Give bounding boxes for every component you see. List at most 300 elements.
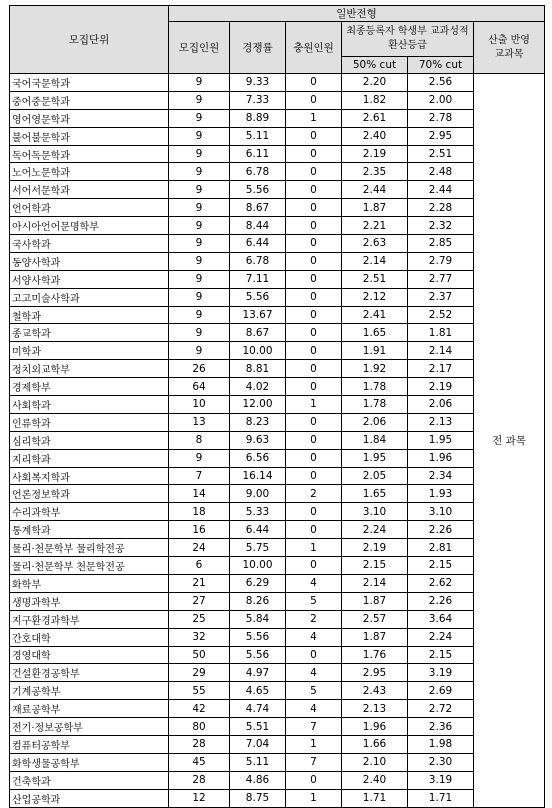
table-row (10, 91, 545, 109)
row-cut70: 2.95 (408, 127, 474, 145)
row-cut50: 2.14 (342, 574, 408, 592)
row-recruit: 10 (169, 396, 230, 414)
row-recruit: 50 (169, 646, 230, 664)
table-row (10, 700, 545, 718)
row-recruit: 9 (169, 74, 230, 92)
row-cut50: 1.96 (342, 718, 408, 736)
row-unit-name: 기계공학부 (10, 682, 169, 700)
row-recruit: 21 (169, 574, 230, 592)
header-group: 일반전형 (169, 6, 545, 22)
row-competition: 12.00 (230, 396, 286, 414)
row-unit-name: 경영대학 (10, 646, 169, 664)
row-recruit: 45 (169, 753, 230, 771)
table-row (10, 127, 545, 145)
row-cut70: 2.28 (408, 199, 474, 217)
row-competition: 5.51 (230, 718, 286, 736)
row-additional: 5 (286, 592, 342, 610)
row-unit-name: 동양사학과 (10, 252, 169, 270)
row-cut70: 2.69 (408, 682, 474, 700)
row-recruit: 9 (169, 91, 230, 109)
row-unit-name: 화학생물공학부 (10, 753, 169, 771)
row-cut50: 1.65 (342, 485, 408, 503)
row-cut70: 2.26 (408, 592, 474, 610)
row-unit-name: 물리·천문학부 천문학전공 (10, 557, 169, 575)
row-cut50: 2.43 (342, 682, 408, 700)
row-competition: 5.84 (230, 610, 286, 628)
table-row (10, 771, 545, 789)
row-additional: 0 (286, 503, 342, 521)
row-competition: 8.89 (230, 109, 286, 127)
row-cut70: 2.26 (408, 521, 474, 539)
row-additional: 0 (286, 270, 342, 288)
row-unit-name: 컴퓨터공학부 (10, 735, 169, 753)
table-row (10, 109, 545, 127)
header-cut70: 70% cut (408, 57, 474, 74)
row-cut70: 2.48 (408, 163, 474, 181)
table-row (10, 396, 545, 414)
row-competition: 8.44 (230, 217, 286, 235)
row-recruit: 14 (169, 485, 230, 503)
row-additional: 0 (286, 163, 342, 181)
row-unit-name: 불어불문학과 (10, 127, 169, 145)
table-row (10, 521, 545, 539)
row-additional: 0 (286, 324, 342, 342)
row-recruit: 9 (169, 217, 230, 235)
row-cut70: 1.81 (408, 324, 474, 342)
row-competition: 5.33 (230, 503, 286, 521)
row-competition: 16.14 (230, 467, 286, 485)
row-additional: 0 (286, 467, 342, 485)
row-additional: 0 (286, 74, 342, 92)
row-cut50: 1.76 (342, 646, 408, 664)
row-cut70: 2.06 (408, 396, 474, 414)
row-additional: 0 (286, 521, 342, 539)
row-cut50: 1.95 (342, 449, 408, 467)
row-unit-name: 언어학과 (10, 199, 169, 217)
row-cut50: 1.87 (342, 628, 408, 646)
row-additional: 0 (286, 288, 342, 306)
row-recruit: 9 (169, 324, 230, 342)
header-unit: 모집단위 (10, 6, 169, 74)
row-unit-name: 고고미술사학과 (10, 288, 169, 306)
row-unit-name: 간호대학 (10, 628, 169, 646)
row-cut70: 2.30 (408, 753, 474, 771)
row-cut50: 1.78 (342, 396, 408, 414)
row-recruit: 24 (169, 539, 230, 557)
row-cut50: 2.05 (342, 467, 408, 485)
row-additional: 0 (286, 217, 342, 235)
row-unit-name: 종교학과 (10, 324, 169, 342)
row-cut70: 2.44 (408, 181, 474, 199)
row-unit-name: 심리학과 (10, 431, 169, 449)
table-row (10, 306, 545, 324)
row-competition: 5.56 (230, 288, 286, 306)
table-row (10, 288, 545, 306)
row-recruit: 9 (169, 181, 230, 199)
row-additional: 1 (286, 109, 342, 127)
row-cut50: 2.57 (342, 610, 408, 628)
row-competition: 4.97 (230, 664, 286, 682)
row-cut50: 2.19 (342, 145, 408, 163)
row-unit-name: 지구환경과학부 (10, 610, 169, 628)
row-unit-name: 노어노문학과 (10, 163, 169, 181)
row-cut50: 2.40 (342, 127, 408, 145)
row-cut50: 2.13 (342, 700, 408, 718)
row-cut70: 1.93 (408, 485, 474, 503)
row-additional: 0 (286, 413, 342, 431)
row-cut70: 2.81 (408, 539, 474, 557)
subject-value: 전 과목 (474, 74, 545, 808)
row-recruit: 8 (169, 431, 230, 449)
table-row (10, 592, 545, 610)
row-cut50: 2.21 (342, 217, 408, 235)
table-row (10, 682, 545, 700)
row-cut50: 1.84 (342, 431, 408, 449)
table-row (10, 413, 545, 431)
row-cut70: 2.52 (408, 306, 474, 324)
header-cut50: 50% cut (342, 57, 408, 74)
row-cut50: 2.63 (342, 235, 408, 253)
row-cut50: 1.71 (342, 789, 408, 807)
row-recruit: 28 (169, 771, 230, 789)
row-competition: 6.44 (230, 521, 286, 539)
row-cut50: 2.35 (342, 163, 408, 181)
header-recruit: 모집인원 (169, 22, 230, 74)
row-additional: 0 (286, 557, 342, 575)
table-row (10, 646, 545, 664)
row-cut50: 2.20 (342, 74, 408, 92)
header-subject (474, 22, 545, 74)
row-cut50: 1.66 (342, 735, 408, 753)
row-additional: 0 (286, 306, 342, 324)
row-cut70: 1.71 (408, 789, 474, 807)
table-row (10, 163, 545, 181)
row-competition: 9.63 (230, 431, 286, 449)
row-unit-name: 아시아언어문명학부 (10, 217, 169, 235)
row-competition: 5.56 (230, 628, 286, 646)
header-grade-line1: 최종등록자 학생부 교과성적 (346, 26, 469, 37)
row-recruit: 80 (169, 718, 230, 736)
row-cut50: 1.92 (342, 360, 408, 378)
row-recruit: 28 (169, 735, 230, 753)
row-recruit: 9 (169, 163, 230, 181)
row-cut70: 2.14 (408, 342, 474, 360)
row-additional: 0 (286, 127, 342, 145)
row-unit-name: 건축학과 (10, 771, 169, 789)
row-cut70: 3.64 (408, 610, 474, 628)
row-recruit: 9 (169, 270, 230, 288)
row-cut70: 3.19 (408, 771, 474, 789)
table-row (10, 181, 545, 199)
row-cut50: 1.87 (342, 199, 408, 217)
row-recruit: 9 (169, 199, 230, 217)
table-row (10, 360, 545, 378)
row-additional: 0 (286, 360, 342, 378)
row-cut50: 2.61 (342, 109, 408, 127)
row-additional: 4 (286, 700, 342, 718)
row-recruit: 7 (169, 467, 230, 485)
row-cut50: 2.95 (342, 664, 408, 682)
row-additional: 1 (286, 396, 342, 414)
row-cut50: 2.12 (342, 288, 408, 306)
row-additional: 5 (286, 682, 342, 700)
row-cut70: 1.95 (408, 431, 474, 449)
table-row (10, 74, 545, 92)
row-recruit: 9 (169, 145, 230, 163)
row-cut50: 2.15 (342, 557, 408, 575)
row-recruit: 16 (169, 521, 230, 539)
table-row (10, 431, 545, 449)
row-unit-name: 미학과 (10, 342, 169, 360)
row-recruit: 9 (169, 252, 230, 270)
row-additional: 0 (286, 252, 342, 270)
row-recruit: 9 (169, 235, 230, 253)
row-cut50: 1.82 (342, 91, 408, 109)
row-competition: 6.56 (230, 449, 286, 467)
table-row (10, 539, 545, 557)
row-unit-name: 재료공학부 (10, 700, 169, 718)
row-cut70: 2.79 (408, 252, 474, 270)
row-unit-name: 전기·정보공학부 (10, 718, 169, 736)
row-cut70: 2.77 (408, 270, 474, 288)
row-unit-name: 사회학과 (10, 396, 169, 414)
row-cut50: 1.78 (342, 378, 408, 396)
row-cut70: 2.15 (408, 557, 474, 575)
table-row (10, 664, 545, 682)
row-competition: 6.29 (230, 574, 286, 592)
row-cut70: 3.19 (408, 664, 474, 682)
table-row (10, 503, 545, 521)
row-additional: 1 (286, 735, 342, 753)
row-competition: 9.33 (230, 74, 286, 92)
row-competition: 6.11 (230, 145, 286, 163)
table-row (10, 557, 545, 575)
row-unit-name: 중어중문학과 (10, 91, 169, 109)
row-competition: 5.56 (230, 181, 286, 199)
row-competition: 9.00 (230, 485, 286, 503)
row-cut70: 2.85 (408, 235, 474, 253)
row-competition: 10.00 (230, 342, 286, 360)
row-additional: 0 (286, 235, 342, 253)
row-competition: 8.67 (230, 199, 286, 217)
row-competition: 6.78 (230, 252, 286, 270)
row-competition: 4.02 (230, 378, 286, 396)
row-competition: 7.11 (230, 270, 286, 288)
row-competition: 6.44 (230, 235, 286, 253)
table-row (10, 342, 545, 360)
row-recruit: 9 (169, 342, 230, 360)
row-additional: 1 (286, 789, 342, 807)
header-competition: 경쟁률 (230, 22, 286, 74)
row-recruit: 27 (169, 592, 230, 610)
row-recruit: 9 (169, 288, 230, 306)
row-unit-name: 언론정보학과 (10, 485, 169, 503)
row-unit-name: 경제학부 (10, 378, 169, 396)
row-cut70: 2.56 (408, 74, 474, 92)
admission-results-table (9, 5, 545, 808)
row-unit-name: 국어국문학과 (10, 74, 169, 92)
row-recruit: 18 (169, 503, 230, 521)
row-unit-name: 독어독문학과 (10, 145, 169, 163)
row-additional: 4 (286, 628, 342, 646)
row-competition: 13.67 (230, 306, 286, 324)
row-cut50: 2.51 (342, 270, 408, 288)
row-competition: 5.11 (230, 753, 286, 771)
row-additional: 0 (286, 181, 342, 199)
row-additional: 2 (286, 610, 342, 628)
row-cut50: 1.65 (342, 324, 408, 342)
row-unit-name: 사회복지학과 (10, 467, 169, 485)
row-recruit: 12 (169, 789, 230, 807)
row-unit-name: 수리과학부 (10, 503, 169, 521)
row-cut70: 2.19 (408, 378, 474, 396)
row-unit-name: 영어영문학과 (10, 109, 169, 127)
row-recruit: 42 (169, 700, 230, 718)
table-row (10, 718, 545, 736)
table-row (10, 574, 545, 592)
row-cut70: 2.51 (408, 145, 474, 163)
row-additional: 0 (286, 199, 342, 217)
row-unit-name: 서양사학과 (10, 270, 169, 288)
row-additional: 4 (286, 664, 342, 682)
table-row (10, 199, 545, 217)
row-cut50: 2.24 (342, 521, 408, 539)
row-unit-name: 물리·천문학부 물리학전공 (10, 539, 169, 557)
row-cut70: 2.17 (408, 360, 474, 378)
table-body (10, 74, 545, 808)
row-unit-name: 통계학과 (10, 521, 169, 539)
row-competition: 5.11 (230, 127, 286, 145)
row-cut50: 2.14 (342, 252, 408, 270)
table-row (10, 467, 545, 485)
row-additional: 0 (286, 342, 342, 360)
row-recruit: 9 (169, 449, 230, 467)
row-competition: 10.00 (230, 557, 286, 575)
row-unit-name: 산업공학과 (10, 789, 169, 807)
row-cut50: 2.44 (342, 181, 408, 199)
table-row (10, 145, 545, 163)
row-recruit: 6 (169, 557, 230, 575)
row-recruit: 25 (169, 610, 230, 628)
row-competition: 5.75 (230, 539, 286, 557)
row-cut70: 2.36 (408, 718, 474, 736)
row-cut70: 2.62 (408, 574, 474, 592)
row-competition: 4.74 (230, 700, 286, 718)
row-unit-name: 화학부 (10, 574, 169, 592)
row-cut70: 2.78 (408, 109, 474, 127)
table-row (10, 789, 545, 807)
row-cut70: 2.37 (408, 288, 474, 306)
row-competition: 6.78 (230, 163, 286, 181)
row-recruit: 13 (169, 413, 230, 431)
row-competition: 8.81 (230, 360, 286, 378)
row-additional: 0 (286, 431, 342, 449)
row-competition: 4.65 (230, 682, 286, 700)
row-recruit: 9 (169, 109, 230, 127)
table-row (10, 735, 545, 753)
table-row (10, 378, 545, 396)
row-unit-name: 철학과 (10, 306, 169, 324)
row-additional: 0 (286, 378, 342, 396)
header-subject-line1: 산출 반영 (488, 34, 530, 46)
row-recruit: 55 (169, 682, 230, 700)
row-additional: 1 (286, 539, 342, 557)
row-additional: 7 (286, 753, 342, 771)
row-cut70: 2.15 (408, 646, 474, 664)
row-recruit: 32 (169, 628, 230, 646)
row-unit-name: 생명과학부 (10, 592, 169, 610)
table-row (10, 270, 545, 288)
row-cut70: 2.00 (408, 91, 474, 109)
row-unit-name: 인류학과 (10, 413, 169, 431)
row-additional: 0 (286, 449, 342, 467)
table-row (10, 753, 545, 771)
row-recruit: 64 (169, 378, 230, 396)
row-unit-name: 건설환경공학부 (10, 664, 169, 682)
row-unit-name: 정치외교학부 (10, 360, 169, 378)
row-cut50: 2.41 (342, 306, 408, 324)
table-row (10, 217, 545, 235)
row-additional: 0 (286, 145, 342, 163)
table-row (10, 235, 545, 253)
row-cut50: 1.91 (342, 342, 408, 360)
row-competition: 5.56 (230, 646, 286, 664)
row-cut70: 2.24 (408, 628, 474, 646)
row-recruit: 9 (169, 306, 230, 324)
header-subject-line2: 교과목 (494, 48, 524, 60)
table-row (10, 324, 545, 342)
row-competition: 8.26 (230, 592, 286, 610)
row-cut50: 2.19 (342, 539, 408, 557)
row-recruit: 9 (169, 127, 230, 145)
row-cut70: 1.96 (408, 449, 474, 467)
row-cut70: 2.72 (408, 700, 474, 718)
table-row (10, 610, 545, 628)
row-unit-name: 국사학과 (10, 235, 169, 253)
row-cut50: 2.10 (342, 753, 408, 771)
table-row (10, 485, 545, 503)
row-additional: 0 (286, 771, 342, 789)
row-cut70: 2.34 (408, 467, 474, 485)
row-cut70: 3.10 (408, 503, 474, 521)
row-recruit: 29 (169, 664, 230, 682)
row-additional: 0 (286, 646, 342, 664)
row-cut70: 2.32 (408, 217, 474, 235)
row-unit-name: 지리학과 (10, 449, 169, 467)
table-row (10, 449, 545, 467)
row-additional: 2 (286, 485, 342, 503)
row-cut50: 2.40 (342, 771, 408, 789)
row-cut70: 2.13 (408, 413, 474, 431)
row-cut50: 3.10 (342, 503, 408, 521)
table-row (10, 252, 545, 270)
row-additional: 0 (286, 91, 342, 109)
row-competition: 4.86 (230, 771, 286, 789)
header-additional: 충원인원 (286, 22, 342, 74)
row-competition: 8.67 (230, 324, 286, 342)
row-cut50: 1.87 (342, 592, 408, 610)
row-additional: 4 (286, 574, 342, 592)
table-row (10, 628, 545, 646)
row-unit-name: 서어서문학과 (10, 181, 169, 199)
row-cut70: 1.98 (408, 735, 474, 753)
row-recruit: 26 (169, 360, 230, 378)
row-competition: 7.04 (230, 735, 286, 753)
row-additional: 7 (286, 718, 342, 736)
row-competition: 8.23 (230, 413, 286, 431)
row-competition: 7.33 (230, 91, 286, 109)
header-grade-line2: 환산등급 (388, 40, 427, 51)
